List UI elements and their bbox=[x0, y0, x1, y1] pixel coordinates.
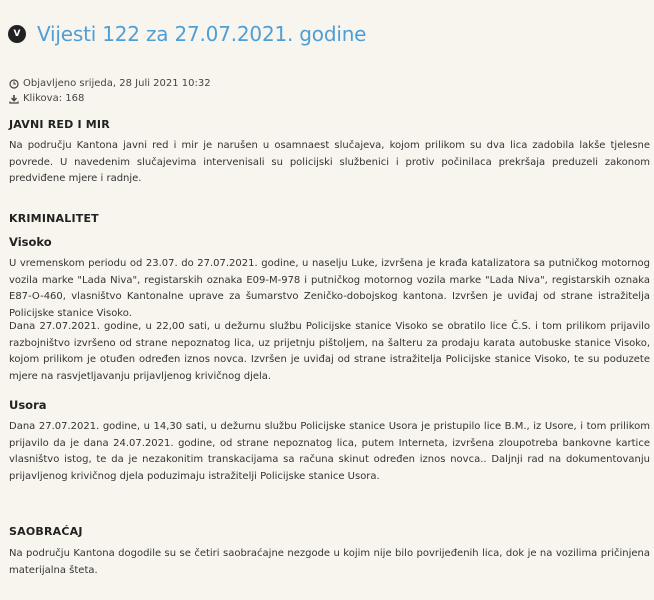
paragraph-javni-red: Na području Kantona javni red i mir je narušen u osamnaest slučajeva, kojom prilikom su dva lica zadobila lakše tjelesne povrede. U navedenim slučajevima intervenisali su policijski službenici i protiv počinilaca prekršaja preduzeli zakonom predviđene mjere i radnje. bbox=[9, 140, 650, 184]
clock-icon bbox=[9, 79, 19, 89]
paragraph-visoko-2: Dana 27.07.2021. godine, u 22,00 sati, u dežurnu službu Policijske stanice Visoko se obratilo lice Č.S. i tom prilikom prijavilo razbojništvo izvršeno od strane nepoznatog lica, uz prijetnju pištoljem, na šalteru za prodaju karata autobuske stanice Visoko, kojom prilikom je otuđen određen iznos novca. Izvršen je uviđaj od strane istražitelja Policijske stanice Visoko, te su poduzete mjere na rasvjetljavanju prijavljenog krivičnog djela. bbox=[9, 321, 650, 382]
section-heading-javni-red: JAVNI RED I MIR bbox=[9, 118, 110, 131]
article-header bbox=[8, 21, 366, 47]
click-count: Klikova: 168 bbox=[23, 93, 85, 104]
section-heading-kriminalitet: KRIMINALITET bbox=[9, 212, 99, 225]
published-date: Objavljeno srijeda, 28 Juli 2021 10:32 bbox=[23, 78, 211, 89]
paragraph-usora: Dana 27.07.2021. godine, u 14,30 sati, u dežurnu službu Policijske stanice Usora je pristupilo lice B.M., iz Usore, i tom prilikom prijavilo da je dana 24.07.2021. godine, od strane nepoznatog lica, putem Interneta, izvršena zloupotreba bankovne kartice vlasništvo istog, te da je nezakonitim transkacijama sa računa skinut određen iznos novca.. Daljnji rad na dokumentovanju prijavljenog krivičnog djela poduzimaju istražitelji Policijske stanice Usora. bbox=[9, 421, 650, 482]
subheading-visoko: Visoko bbox=[9, 235, 52, 249]
paragraph-saobracaj: Na području Kantona dogodile su se četiri saobraćajne nezgode u kojim nije bilo povrijeđenih lica, dok je na vozilima pričinjena materijalna šteta. bbox=[9, 548, 650, 576]
subheading-usora: Usora bbox=[9, 398, 47, 412]
published-info bbox=[9, 78, 211, 89]
download-icon bbox=[9, 94, 19, 104]
paragraph-visoko-1: U vremenskom periodu od 23.07. do 27.07.2021. godine, u naselju Luke, izvršena je krađa katalizatora sa putničkog motornog vozila marke "Lada Niva", registarskih oznaka E09-M-978 i putničkog motornog vozila marke "Lada Niva", registarskih oznaka E87-O-460, vlasništvo Kantonalne uprave za šumarstvo Zeničko-dobojskog kantona. Izvršen je uviđaj od strane istražitelja Policijske stanice Visoko. bbox=[9, 258, 650, 319]
article-badge-icon[interactable]: V bbox=[8, 25, 26, 43]
article-title[interactable]: Vijesti 122 za 27.07.2021. godine bbox=[37, 22, 367, 46]
clicks-info bbox=[9, 93, 84, 104]
section-heading-saobracaj: SAOBRAĆAJ bbox=[9, 525, 83, 538]
